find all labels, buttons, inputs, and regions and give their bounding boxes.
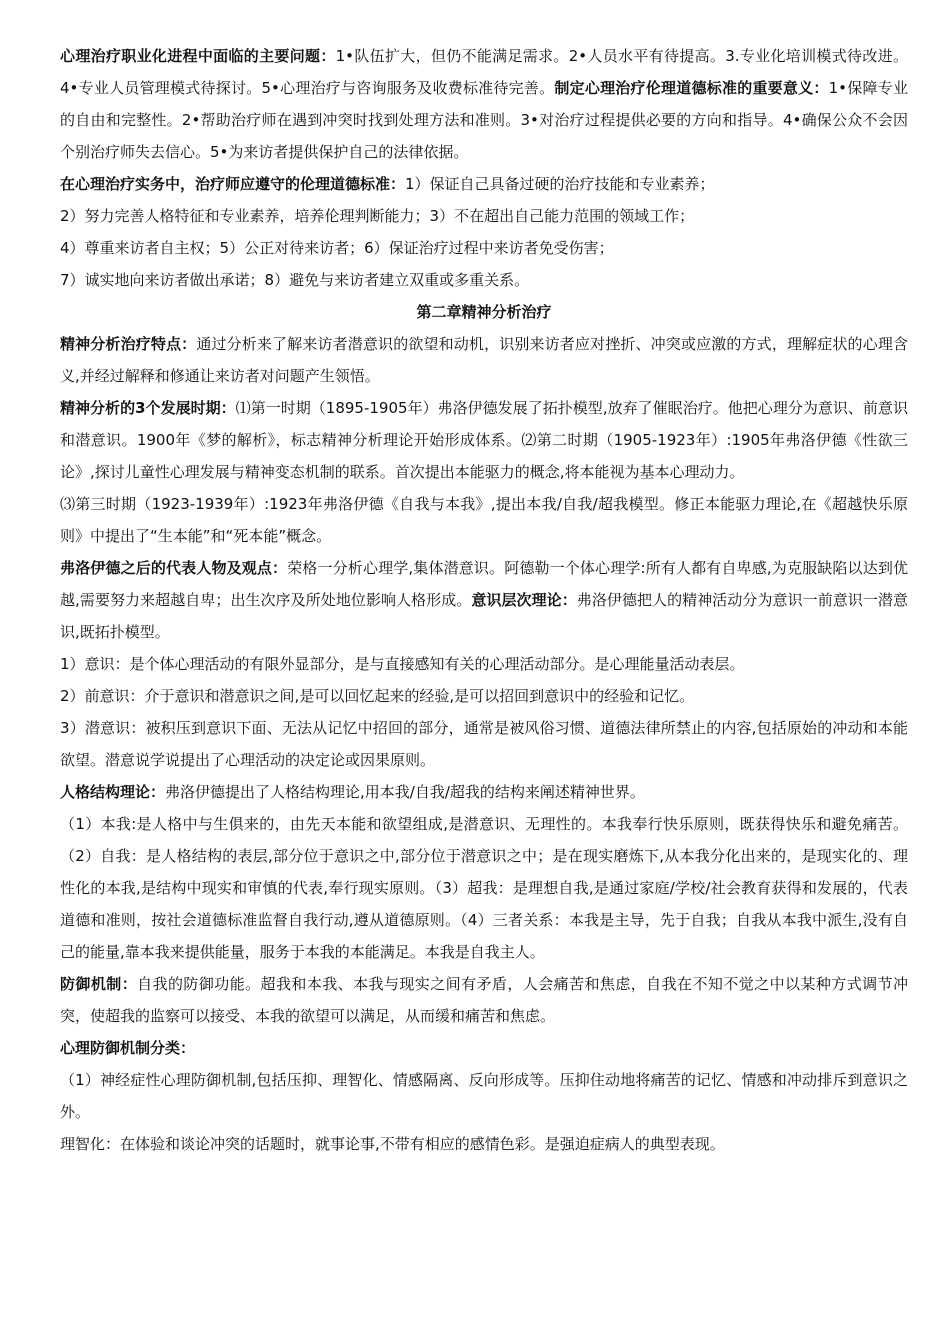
text-personality-structure: 弗洛伊德提出了人格结构理论,用本我/自我/超我的结构来阐述精神世界。 — [165, 783, 645, 801]
paragraph-professionalization — [60, 40, 908, 168]
heading-defense-classification: 心理防御机制分类： — [60, 1039, 196, 1057]
paragraph-defense-mechanism — [60, 968, 908, 1032]
text-development-periods: ⑴第一时期（1895-1905年）弗洛伊德发展了拓扑模型,放弃了催眠治疗。他把心理分为意识、前意识和潜意识。1900年《梦的解析》，标志精神分析理论开始形成体系。⑵第二时期（1905-1923年）:1905年弗洛伊德《性欲三论》,探讨儿童性心理发展与精神变态机制的联系。首次提出本能驱力的概念,将本能视为基本心理动力。 — [60, 399, 908, 481]
paragraph-representatives — [60, 552, 908, 648]
heading-ethics-significance: 制定心理治疗伦理道德标准的重要意义： — [554, 79, 829, 97]
heading-professionalization-problems: 心理治疗职业化进程中面临的主要问题： — [60, 47, 336, 65]
paragraph-third-period: ⑶第三时期（1923-1939年）:1923年弗洛伊德《自我与本我》,提出本我/自我/超我模型。修正本能驱力理论,在《超越快乐原则》中提出了“生本能”和“死本能”概念。 — [60, 495, 908, 545]
text-psychoanalysis-features: 通过分析来了解来访者潜意识的欲望和动机，识别来访者应对挫折、冲突或应激的方式，理解症状的心理含义,并经过解释和修通让来访者对问题产生领悟。 — [60, 335, 908, 385]
paragraph-ethics-standards-7-8: 7）诚实地向来访者做出承诺；8）避免与来访者建立双重或多重关系。 — [60, 271, 530, 289]
heading-representatives: 弗洛伊德之后的代表人物及观点： — [60, 559, 288, 577]
paragraph-neurotic-defense: （1）神经症性心理防御机制,包括压抑、理智化、情感隔离、反向形成等。压抑住动地将痛苦的记忆、情感和冲动排斥到意识之外。 — [60, 1071, 908, 1121]
text-consciousness-levels: 弗洛伊德把人的精神活动分为意识一前意识一潜意识,既拓扑模型。 — [60, 591, 908, 641]
paragraph-intellectualization: 理智化：在体验和谈论冲突的话题时，就事论事,不带有相应的感情色彩。是强迫症病人的典型表现。 — [60, 1135, 725, 1153]
paragraph-unconscious: 3）潜意识：被积压到意识下面、无法从记忆中招回的部分，通常是被风俗习惯、道德法律所禁止的内容,包括原始的冲动和本能欲望。潜意说学说提出了心理活动的决定论或因果原则。 — [60, 719, 908, 769]
heading-defense-mechanism: 防御机制： — [60, 975, 138, 993]
paragraph-ethics-standards-2-3: 2）努力完善人格特征和专业素养，培养伦理判断能力；3）不在超出自己能力范围的领域工作； — [60, 207, 695, 225]
paragraph-id-ego-superego: （1）本我:是人格中与生俱来的，由先天本能和欲望组成,是潜意识、无理性的。本我奉行快乐原则，既获得快乐和避免痛苦。（2）自我：是人格结构的表层,部分位于意识之中,部分位于潜意识之中；是在现实磨炼下,从本我分化出来的，是现实化的、理性化的本我,是结构中现实和审慎的代表,奉行现实原则。（3）超我：是理想自我,是通过家庭/学校/社会教育获得和发展的，代表道德和准则，按社会道德标准监督自我行动,遵从道德原则。（4）三者关系：本我是主导，先于自我；自我从本我中派生,没有自己的能量,靠本我来提供能量，服务于本我的本能满足。本我是自我主人。 — [60, 815, 908, 961]
paragraph-psychoanalysis-features — [60, 328, 908, 392]
chapter-title: 第二章精神分析治疗 — [416, 303, 552, 321]
text-ethics-standard-1: 1）保证自己具备过硬的治疗技能和专业素养； — [405, 175, 715, 193]
paragraph-consciousness: 1）意识：是个体心理活动的有限外显部分，是与直接感知有关的心理活动部分。是心理能量活动表层。 — [60, 655, 745, 673]
paragraph-personality-structure — [60, 776, 908, 808]
paragraph-preconscious: 2）前意识：介于意识和潜意识之间,是可以回忆起来的经验,是可以招回到意识中的经验和记忆。 — [60, 687, 695, 705]
text-defense-mechanism: 自我的防御功能。超我和本我、本我与现实之间有矛盾，人会痛苦和焦虑，自我在不知不觉之中以某种方式调节冲突，使超我的监察可以接受、本我的欲望可以满足，从而缓和痛苦和焦虑。 — [60, 975, 908, 1025]
heading-ethics-standards: 在心理治疗实务中，治疗师应遵守的伦理道德标准： — [60, 175, 406, 193]
paragraph-development-periods — [60, 392, 908, 488]
text-representatives: 荣格一分析心理学,集体潜意识。阿德勒一个体心理学:所有人都有自卑感,为克服缺陷以达到优越,需要努力来超越自卑；出生次序及所处地位影响人格形成。 — [60, 559, 908, 609]
text-professionalization-problems: 1•队伍扩大，但仍不能满足需求。2•人员水平有待提高。3.专业化培训模式待改进。4•专业人员管理模式待探讨。5•心理治疗与咨询服务及收费标准待完善。 — [60, 47, 908, 97]
heading-personality-structure: 人格结构理论： — [60, 783, 166, 801]
paragraph-ethics-standards-4-6: 4）尊重来访者自主权；5）公正对待来访者；6）保证治疗过程中来访者免受伤害； — [60, 239, 614, 257]
heading-consciousness-levels: 意识层次理论： — [471, 591, 577, 609]
heading-development-periods: 精神分析的3个发展时期： — [60, 399, 236, 417]
paragraph-defense-classification — [60, 1032, 908, 1064]
paragraph-ethics-standards — [60, 168, 908, 200]
heading-psychoanalysis-features: 精神分析治疗特点： — [60, 335, 197, 353]
text-ethics-significance: 1•保障专业的自由和完整性。2•帮助治疗师在遇到冲突时找到处理方法和准则。3•对治疗过程提供必要的方向和指导。4•确保公众不会因个别治疗师失去信心。5•为来访者提供保护自己的法律依据。 — [60, 79, 908, 161]
